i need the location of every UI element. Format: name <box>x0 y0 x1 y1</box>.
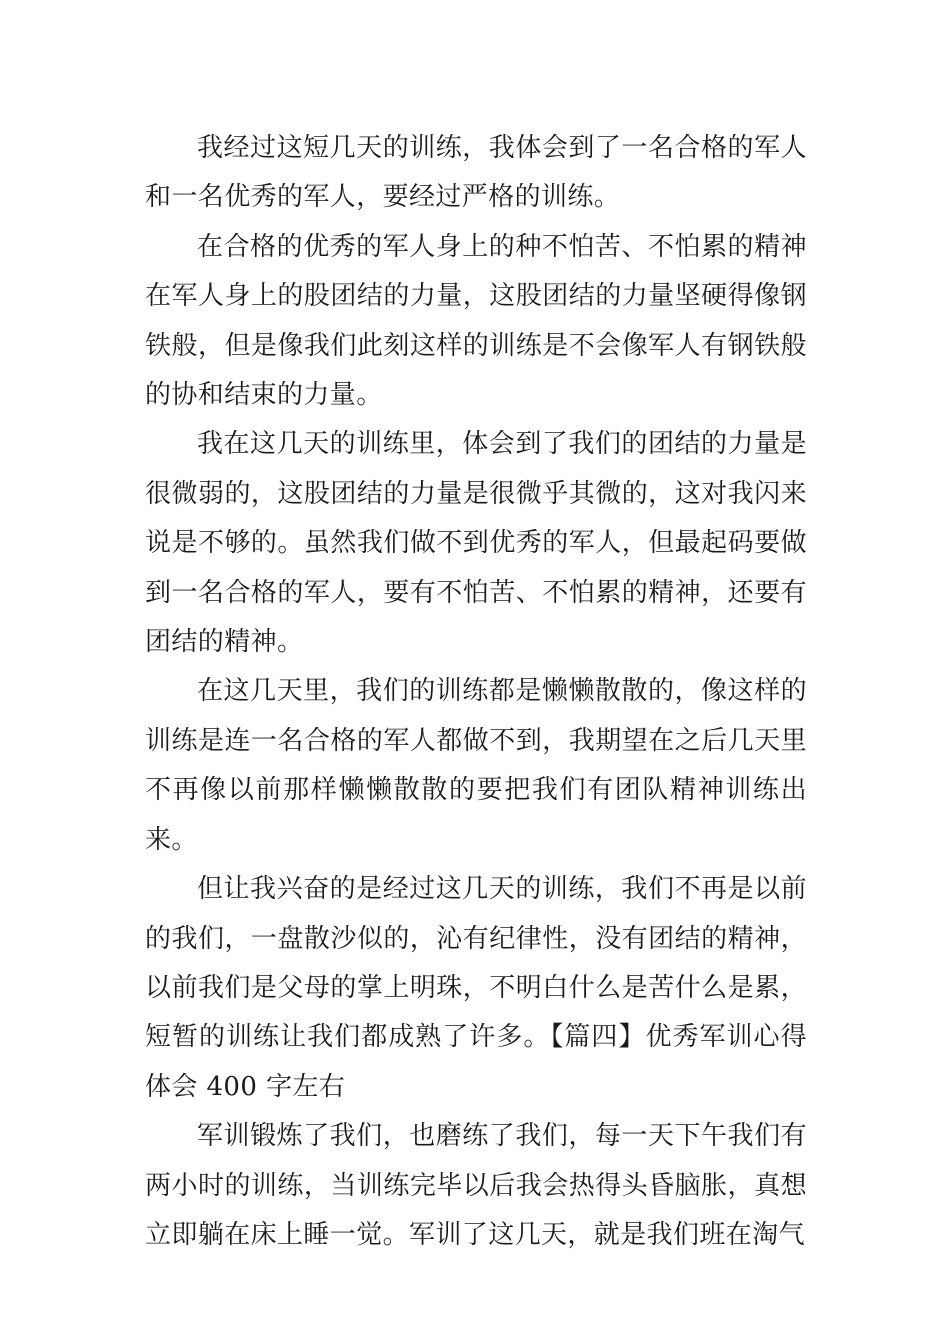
paragraph-3: 我在这几天的训练里，体会到了我们的团结的力量是很微弱的，这股团结的力量是很微乎其微的，这对我闪来说是不够的。虽然我们做不到优秀的军人，但最起码要做到一名合格的军人，要有不怕苦、不怕累的精神，还要有团结的精神。 <box>145 429 807 658</box>
document-body <box>145 124 807 1260</box>
paragraph-6: 军训锻炼了我们，也磨练了我们，每一天下午我们有两小时的训练，当训练完毕以后我会热得头昏脑胀，真想立即躺在床上睡一觉。军训了这几天，就是我们班在淘气 <box>145 1121 807 1250</box>
paragraph-2: 在合格的优秀的军人身上的种不怕苦、不怕累的精神在军人身上的股团结的力量，这股团结的力量坚硬得像钢铁般，但是像我们此刻这样的训练是不会像军人有钢铁般的协和结束的力量。 <box>145 231 807 411</box>
paragraph-5: 但让我兴奋的是经过这几天的训练，我们不再是以前的我们，一盘散沙似的，沁有纪律性，没有团结的精神，以前我们是父母的掌上明珠，不明白什么是苦什么是累，短暂的训练让我们都成熟了许多。【篇四】优秀军训心得体会 400 字左右 <box>145 874 807 1102</box>
paragraph-4: 在这几天里，我们的训练都是懒懒散散的，像这样的训练是连一名合格的军人都做不到，我期望在之后几天里不再像以前那样懒懒散散的要把我们有团队精神训练出来。 <box>145 676 807 855</box>
paragraph-1: 我经过这短几天的训练，我体会到了一名合格的军人和一名优秀的军人，要经过严格的训练。 <box>145 133 807 213</box>
